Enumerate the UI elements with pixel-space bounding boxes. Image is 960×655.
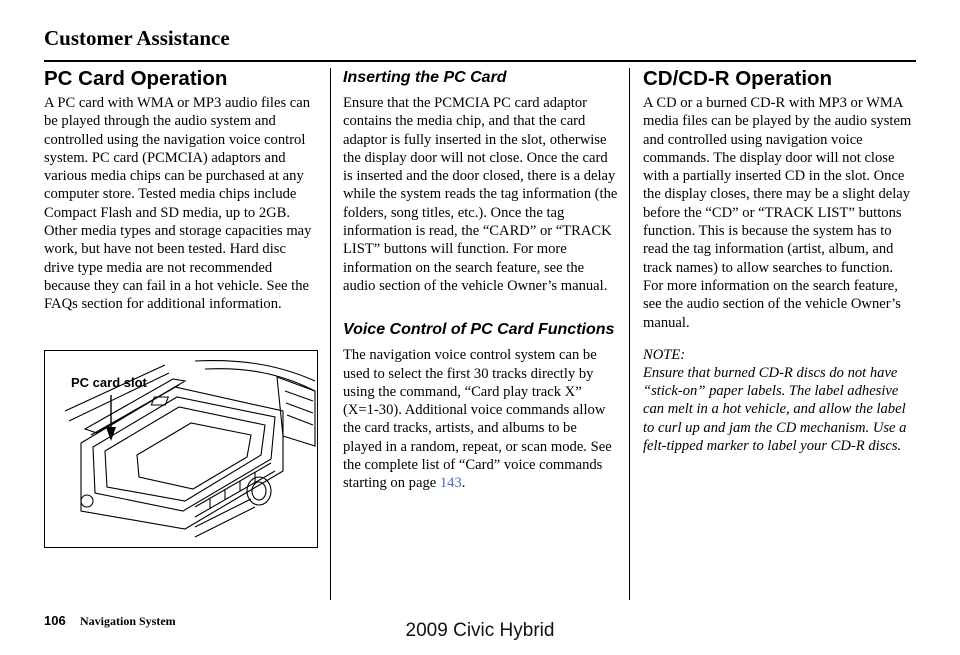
paragraph: A PC card with WMA or MP3 audio files can be played through the audio system and controlled using the navigation voice control system. PC card (PCMCIA) adaptors and various media chips can be purchased at any computer store. Tested media chips include Compact Flash and SD media, up to 2GB. Other media types and storage capacities may work, but have not been tested. Hard disc drive type media are not recommended because they can fail in a hot vehicle. See the FAQs section for additional information. [44,95,312,313]
column-cd-operation [643,66,915,455]
pc-card-slot-figure [44,350,318,548]
note-label: NOTE: [643,346,686,363]
section-heading: CD/CD-R Operation [643,67,833,90]
footer-section: Navigation System [80,614,176,628]
header-rule [44,60,916,62]
page-title: Customer Assistance [44,26,230,50]
figure-label: PC card slot [71,375,147,390]
paragraph: Ensure that the PCMCIA PC card adaptor contains the media chip, and that the card adaptor is fully inserted in the slot, otherwise the display door will not close. Once the card is inserted and the door closed, there is a delay while the system reads the tag information (the folders, song titles, etc.). Once the tag information is read, the “CARD” or “TRACK LIST” buttons will function. For more information on the search feature, see the audio section of the vehicle Owner’s manual. [343,95,618,294]
section-heading: PC Card Operation [44,67,228,90]
paragraph-text: The navigation voice control system can be used to select the first 30 tracks directly by using the command, “Card play track X” (X=1-30). Additional voice commands allow the card tracks, artists, and albums to be played in a random, repeat, or scan mode. See the complete list of “Card” voice commands starting on page [343,347,612,492]
column-pc-card [44,66,316,314]
column-inserting-card [343,66,618,493]
period: . [461,475,466,492]
paragraph [343,346,618,492]
paragraph: A CD or a burned CD-R with MP3 or WMA media files can be played by the audio system and controlled using navigation voice commands. The display door will not close with a partially inserted CD in the slot. Once the display closes, there may be a slight delay before the “CD” or “TRACK LIST” buttons function. This is because the system has to read the tag information (artist, album, and track names) to allow searches to function. For more information on the search feature, see the audio section of the vehicle Owner’s manual. [643,95,912,331]
page-link[interactable]: 143 [439,475,462,492]
section-heading: Inserting the PC Card [343,69,507,86]
column-divider [629,68,630,600]
note-text: Ensure that burned CD-R discs do not have “stick-on” paper labels. The label adhesive can melt in a hot vehicle, and allow the label to curl up and jam the CD mechanism. Use a felt-tipped marker to label your CD-R discs. [643,364,907,455]
section-heading: Voice Control of PC Card Functions [343,321,615,339]
page-number: 106 [44,613,66,628]
watermark: 2009 Civic Hybrid [405,620,555,641]
column-divider [330,68,331,600]
